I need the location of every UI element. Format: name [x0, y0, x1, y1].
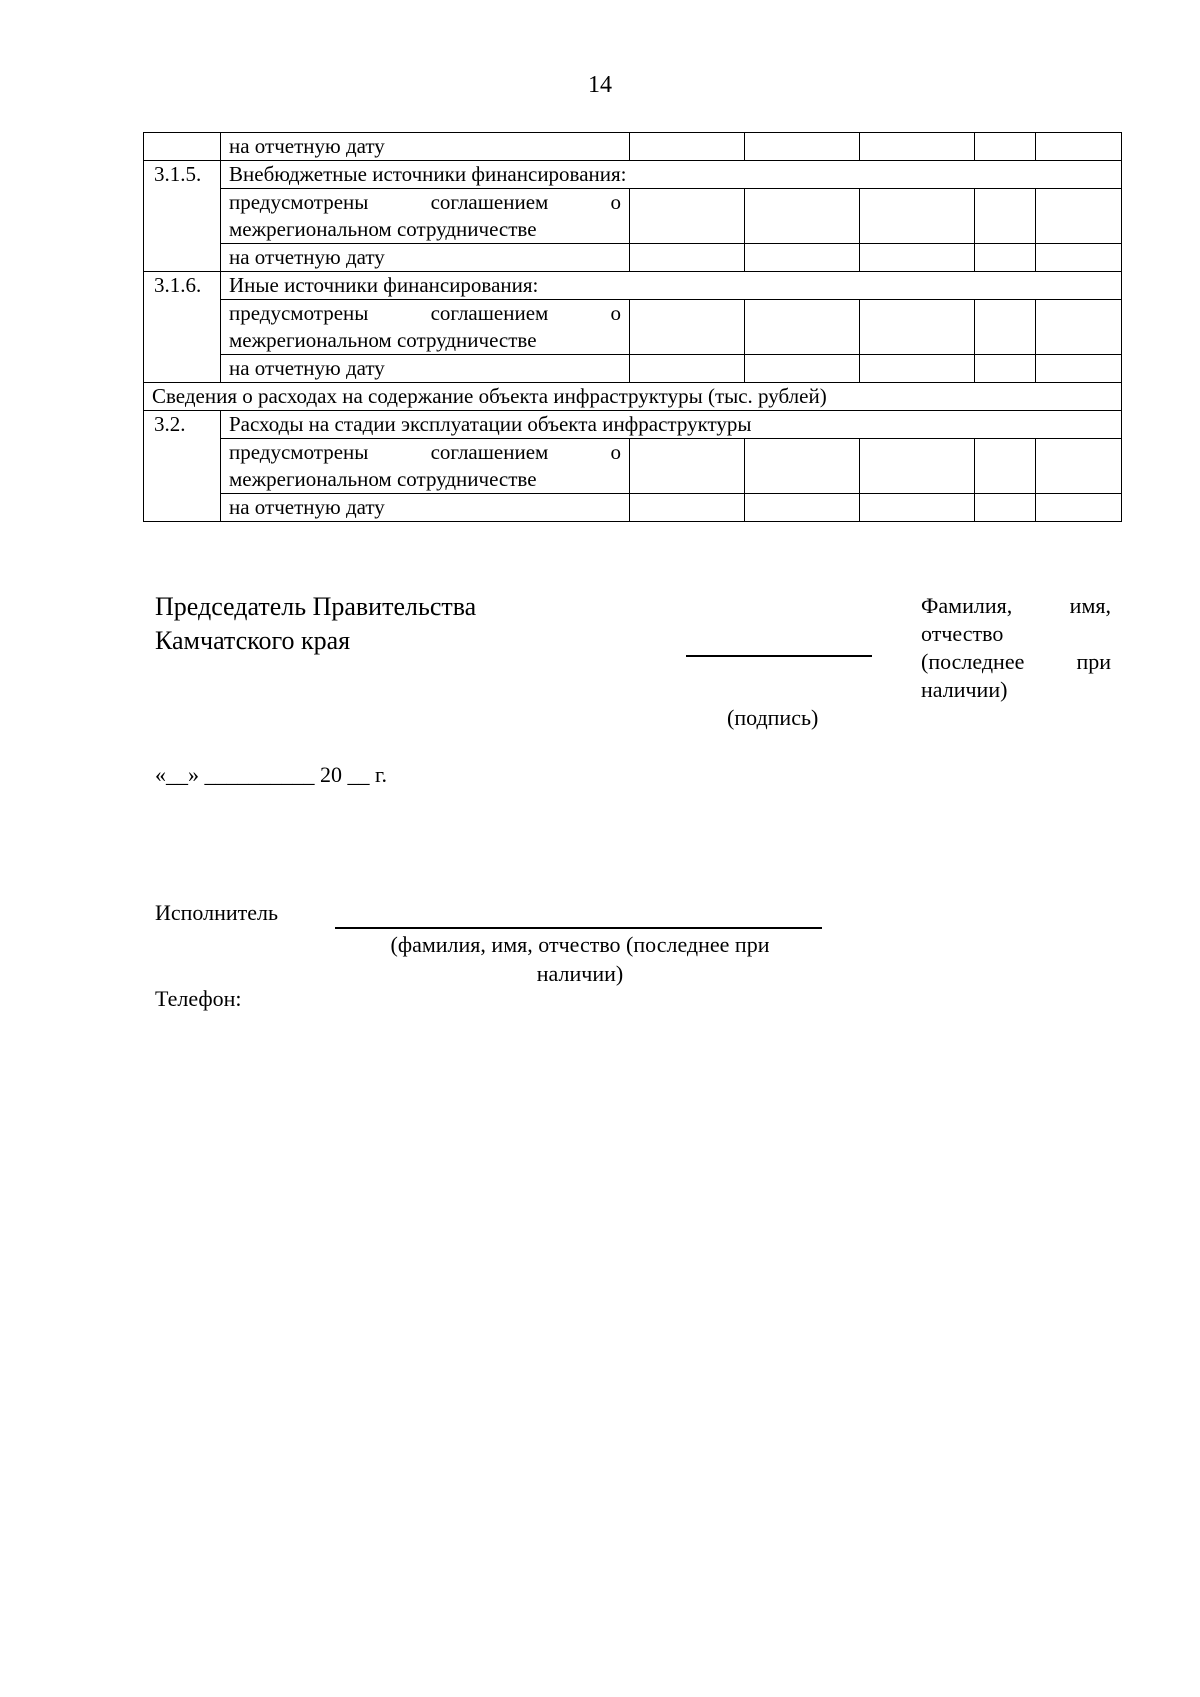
value-cell	[860, 133, 975, 161]
value-cell	[1036, 439, 1122, 494]
value-cell	[975, 494, 1036, 522]
page-number: 14	[588, 72, 612, 98]
table-row	[144, 161, 1122, 189]
indicator-label-line2: межрегиональном сотрудничестве	[229, 467, 537, 491]
indicator-label-cell	[221, 300, 630, 355]
executor-line	[335, 927, 822, 929]
indicator-label-line2: межрегиональном сотрудничестве	[229, 328, 537, 352]
value-cell	[630, 494, 745, 522]
value-cell	[975, 355, 1036, 383]
indicator-label-cell: на отчетную дату	[221, 355, 630, 383]
executor-caption	[360, 930, 800, 988]
indicator-label-cell	[221, 439, 630, 494]
value-cell	[1036, 244, 1122, 272]
table-row	[144, 383, 1122, 411]
indicator-label-line2: межрегиональном сотрудничестве	[229, 217, 537, 241]
value-cell	[745, 494, 860, 522]
value-cell	[975, 133, 1036, 161]
table-row	[144, 272, 1122, 300]
value-cell	[1036, 133, 1122, 161]
value-cell	[630, 133, 745, 161]
value-cell	[975, 439, 1036, 494]
section-title-cell: Сведения о расходах на содержание объекта инфраструктуры (тыс. рублей)	[144, 383, 1122, 411]
indicator-label-line1: предусмотрены соглашением о	[229, 301, 621, 325]
executor-caption-line2: наличии)	[536, 961, 624, 986]
value-cell	[745, 300, 860, 355]
value-cell	[860, 494, 975, 522]
value-cell	[745, 244, 860, 272]
value-cell	[630, 189, 745, 244]
table-row	[144, 439, 1122, 494]
value-cell	[860, 355, 975, 383]
item-title-cell: Расходы на стадии эксплуатации объекта инфраструктуры	[221, 411, 1122, 439]
indicator-label-line1: предусмотрены соглашением о	[229, 440, 621, 464]
report-table-body	[144, 133, 1122, 522]
indicator-label-cell	[221, 189, 630, 244]
value-cell	[1036, 189, 1122, 244]
value-cell	[630, 439, 745, 494]
indicator-label-cell: на отчетную дату	[221, 133, 630, 161]
item-number-cell	[144, 133, 221, 161]
item-number-cell: 3.1.5.	[144, 161, 221, 272]
table-row	[144, 494, 1122, 522]
full-name-line3: (последнее при	[921, 649, 1111, 674]
executor-caption-line1: (фамилия, имя, отчество (последнее при	[390, 932, 770, 957]
signatory-title	[155, 590, 476, 658]
table-row	[144, 300, 1122, 355]
item-title-cell: Иные источники финансирования:	[221, 272, 1122, 300]
signatory-title-line1: Председатель Правительства	[155, 592, 477, 621]
value-cell	[860, 439, 975, 494]
item-title-cell: Внебюджетные источники финансирования:	[221, 161, 1122, 189]
value-cell	[975, 300, 1036, 355]
value-cell	[860, 189, 975, 244]
signature-line	[686, 655, 872, 657]
table-row	[144, 355, 1122, 383]
full-name-block	[921, 592, 1111, 704]
full-name-line2: отчество	[921, 621, 1004, 646]
value-cell	[745, 439, 860, 494]
item-number-cell: 3.1.6.	[144, 272, 221, 383]
date-line: «__» __________ 20 __ г.	[155, 762, 388, 787]
table-row	[144, 244, 1122, 272]
indicator-label-cell: на отчетную дату	[221, 244, 630, 272]
signature-caption: (подпись)	[727, 705, 819, 730]
value-cell	[1036, 355, 1122, 383]
report-table	[143, 132, 1122, 522]
table-row	[144, 411, 1122, 439]
value-cell	[745, 355, 860, 383]
value-cell	[630, 244, 745, 272]
executor-label: Исполнитель	[155, 900, 279, 925]
item-number-cell: 3.2.	[144, 411, 221, 522]
signatory-title-line2: Камчатского края	[155, 626, 351, 655]
indicator-label-line1: предусмотрены соглашением о	[229, 190, 621, 214]
value-cell	[630, 300, 745, 355]
full-name-line1: Фамилия, имя,	[921, 593, 1111, 618]
value-cell	[975, 189, 1036, 244]
table-row	[144, 189, 1122, 244]
phone-label: Телефон:	[155, 986, 242, 1011]
value-cell	[630, 355, 745, 383]
value-cell	[975, 244, 1036, 272]
value-cell	[1036, 494, 1122, 522]
table-row	[144, 133, 1122, 161]
value-cell	[745, 189, 860, 244]
value-cell	[745, 133, 860, 161]
value-cell	[1036, 300, 1122, 355]
value-cell	[860, 300, 975, 355]
full-name-line4: наличии)	[921, 677, 1008, 702]
value-cell	[860, 244, 975, 272]
indicator-label-cell: на отчетную дату	[221, 494, 630, 522]
